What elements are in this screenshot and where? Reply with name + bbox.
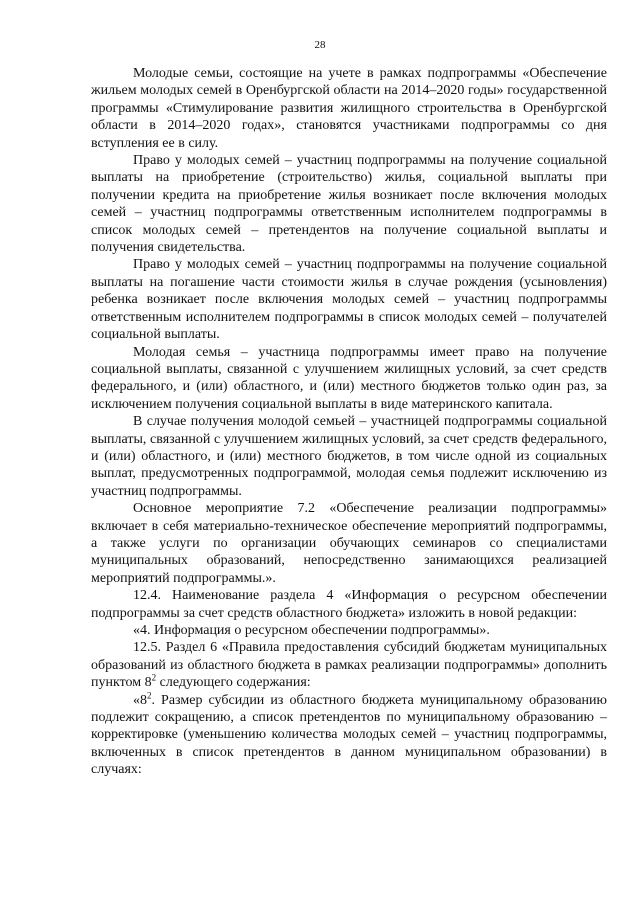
paragraph-7: 12.4. Наименование раздела 4 «Информация о ресурсном обеспечении подпрограммы за счет средств областного бюджета» изложить в новой редакции: xyxy=(91,588,607,621)
paragraph-10 xyxy=(91,689,607,779)
page-number: 28 xyxy=(314,39,326,51)
document-body xyxy=(91,65,607,779)
paragraph-4: Молодая семья – участница подпрограммы имеет право на получение социальной выплаты, связанной с улучшением жилищных условий, за счет средств федерального, и (или) областного, и (или) местного бюджетов только один раз, за исключением получения социальной выплаты в виде материнского капитала. xyxy=(91,344,607,412)
paragraph-9-before: 12.5. Раздел 6 «Правила предоставления субсидий бюджетам муниципальных образований из областного бюджета в рамках реализации подпрограммы» дополнить пунктом 8 xyxy=(91,640,607,691)
paragraph-6: Основное мероприятие 7.2 «Обеспечение реализации подпрограммы» включает в себя материально-техническое обеспечение мероприятий подпрограммы, а также услуги по организации обучающих семинаров со специалистами муниципальных образований, непосредственно занимающихся реализацией мероприятий подпрограммы.». xyxy=(91,501,607,586)
paragraph-10-superscript: 2 xyxy=(147,689,152,700)
paragraph-1: Молодые семьи, состоящие на учете в рамках подпрограммы «Обеспечение жильем молодых семей в Оренбургской области на 2014–2020 годы» государственной программы «Стимулирование развития жилищного строительства в Оренбургской области в 2014–2020 годах», становятся участниками подпрограммы со дня вступления ее в силу. xyxy=(91,66,607,151)
paragraph-8: «4. Информация о ресурсном обеспечении подпрограммы». xyxy=(133,623,490,638)
paragraph-9-superscript: 2 xyxy=(151,672,157,683)
paragraph-2: Право у молодых семей – участниц подпрограммы на получение социальной выплаты на приобретение (строительство) жилья, социальной выплаты при получении кредита на приобретение жилья возникает после включения молодых семей – участниц подпрограммы ответственным исполнителем подпрограммы в список молодых семей – претендентов на получение социальной выплаты и получения свидетельства. xyxy=(91,153,607,256)
paragraph-10-before: «8 xyxy=(133,692,147,708)
paragraph-5: В случае получения молодой семьей – участницей подпрограммы социальной выплаты, связанной с улучшением жилищных условий, за счет средств федерального, и (или) областного, и (или) местного бюджетов, в том числе одной из социальных выплат, предусмотренных подпрограммой, молодая семья подлежит исключению из участниц подпрограммы. xyxy=(91,414,607,499)
paragraph-3: Право у молодых семей – участниц подпрограммы на получение социальной выплаты на погашение части стоимости жилья в случае рождения (усыновления) ребенка возникает после включения молодых семей – участниц подпрограммы ответственным исполнителем подпрограммы в список молодых семей – получателей социальной выплаты. xyxy=(91,257,607,343)
paragraph-10-after: . Размер субсидии из областного бюджета муниципальному образованию подлежит сокращению, а список претендентов по муниципальному образованию – корректировке (уменьшению количества молодых семей – участниц подпрограммы, включенных в список претендентов в данном муниципальном образовании) в случаях: xyxy=(91,692,607,778)
paragraph-9 xyxy=(91,639,607,691)
paragraph-9-after: следующего содержания: xyxy=(156,675,311,691)
